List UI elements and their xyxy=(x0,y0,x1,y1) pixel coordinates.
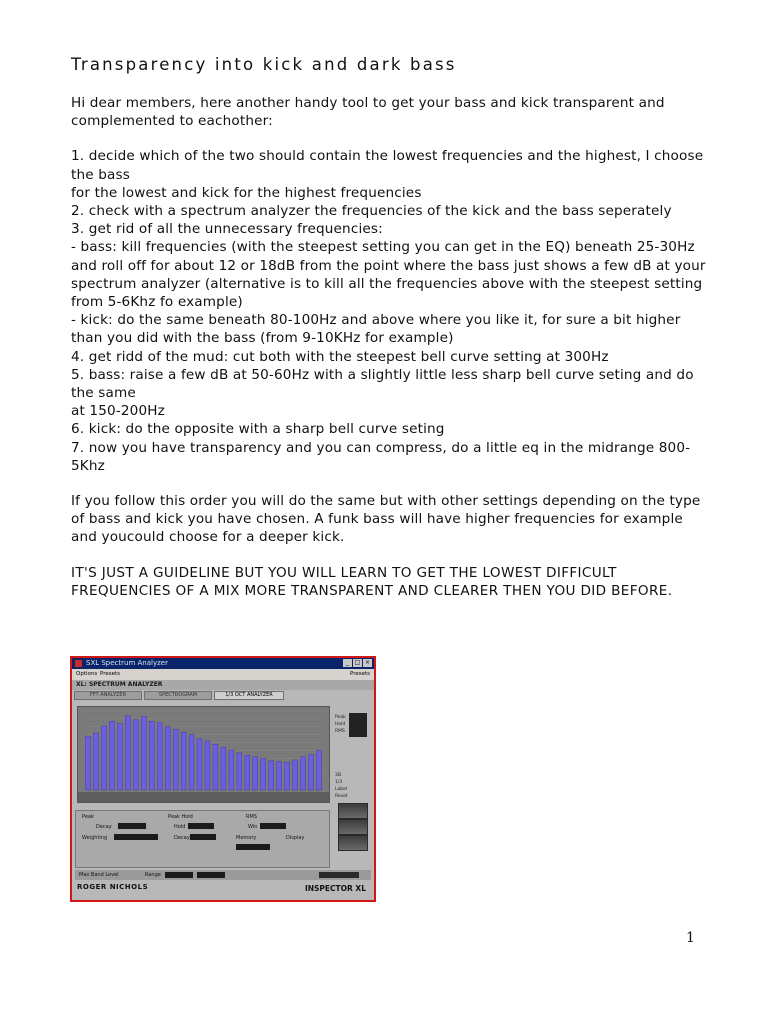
spectrum-bar xyxy=(141,717,146,790)
spectrum-bar xyxy=(269,761,274,790)
guideline-text: IT'S JUST A GUIDELINE BUT YOU WILL LEARN TO GET THE LOWEST DIFFICULT FREQUENCIES OF A MIX MORE TRANSPARENT AND CLEARER THEN YOU DID BEFORE. xyxy=(71,564,673,599)
decay-display xyxy=(118,823,146,829)
spectrum-bar xyxy=(253,757,258,790)
peak-checkbox-label: Peak xyxy=(82,814,94,820)
spectrum-bar xyxy=(317,751,322,791)
spectrum-bar xyxy=(261,758,266,790)
minimize-icon: _ xyxy=(343,659,352,667)
side-label: 3D xyxy=(335,773,342,778)
spectrum-bar xyxy=(205,741,210,790)
meter-swatch xyxy=(338,835,368,851)
spectrum-bar xyxy=(165,727,170,790)
roger-nichols-logo: ROGER NICHOLS xyxy=(77,883,149,891)
panel-title: XL: SPECTRUM ANALYZER xyxy=(76,681,163,688)
maximize-icon: □ xyxy=(354,659,361,666)
spectrum-bar xyxy=(189,735,194,790)
hold-label: Hold xyxy=(174,824,186,830)
side-label: Label xyxy=(335,787,348,792)
side-label: RMS xyxy=(335,729,345,734)
tab-fft-analyzer: FFT ANALYZER xyxy=(74,691,142,700)
side-label: Reset xyxy=(335,794,348,799)
step-line: 1. decide which of the two should contain the lowest frequencies and the highest, I choose the bass xyxy=(71,148,704,183)
spectrum-bar xyxy=(181,732,186,790)
spectrum-bar xyxy=(229,751,234,791)
controls-area xyxy=(75,810,330,868)
followup-paragraph xyxy=(71,492,711,547)
spectrum-bar xyxy=(101,726,106,790)
spectrum-bar xyxy=(237,753,242,790)
side-label: 1/3 xyxy=(335,780,343,785)
spectrum-bar xyxy=(309,754,314,790)
spectrum-analyzer-screenshot xyxy=(70,656,376,902)
side-label: Hold xyxy=(335,722,346,727)
spectrum-bar xyxy=(173,729,178,790)
window-title: SXL Spectrum Analyzer xyxy=(86,659,168,667)
spectrum-bar xyxy=(285,762,290,790)
threshold-display xyxy=(319,872,359,878)
bottom-control-bar xyxy=(75,870,371,880)
frequency-axis-strip xyxy=(78,792,329,802)
range-min-display xyxy=(165,872,193,878)
win-display xyxy=(260,823,286,829)
rms-label: RMS xyxy=(246,814,257,820)
win-label: Win xyxy=(248,824,258,830)
document-body xyxy=(71,94,711,617)
spectrum-bar xyxy=(133,720,138,790)
spectrum-bar xyxy=(86,736,91,790)
decay2-display xyxy=(190,834,216,840)
menu-presets: Presets xyxy=(100,671,121,677)
document-title: Transparency into kick and dark bass xyxy=(71,55,457,74)
weighting-display xyxy=(114,834,158,840)
step-line: 7. now you have transparency and you can compress, do a little eq in the midrange 800-5Khz xyxy=(71,439,691,474)
memory-label: Memory xyxy=(236,835,257,841)
menu-bar xyxy=(72,669,374,680)
menu-presets-right: Presets xyxy=(349,671,370,677)
spectrum-bar xyxy=(157,723,162,790)
spectrum-bar xyxy=(149,721,154,790)
side-label: Peak xyxy=(335,715,346,720)
spectrum-bar xyxy=(125,716,130,790)
guideline-paragraph xyxy=(71,564,711,600)
spectrum-bar xyxy=(197,739,202,790)
decay2-label: Decay xyxy=(174,835,190,841)
peak-hold-label: Peak Hold xyxy=(168,814,193,820)
tab-spectrogram: SPECTROGRAM xyxy=(144,691,212,700)
page-number: 1 xyxy=(686,930,695,946)
steps-list xyxy=(71,147,711,475)
spectrum-bar xyxy=(301,757,306,790)
followup-text: If you follow this order you will do the same but with other settings depending on the type of bass and kick you have chosen. A funk bass will have higher frequencies for example and youcould choose for a deeper kick. xyxy=(71,493,701,546)
range-max-display xyxy=(197,872,225,878)
spectrum-bars xyxy=(78,707,329,802)
inspector-xl-logo: INSPECTOR XL xyxy=(304,884,366,893)
memory-display xyxy=(236,844,270,850)
app-icon xyxy=(75,660,82,667)
analyzer-tabs xyxy=(74,691,372,700)
weighting-label: Weighting xyxy=(82,835,108,841)
decay-label: Decay xyxy=(96,824,112,830)
meter-swatch xyxy=(338,803,368,819)
spectrum-bar xyxy=(293,760,298,790)
display-options-panel xyxy=(335,713,369,863)
display-label: Display xyxy=(286,835,305,841)
window-titlebar xyxy=(72,658,374,669)
step-line: at 150-200Hz xyxy=(71,403,165,420)
spectrum-bar xyxy=(277,762,282,790)
spectrum-bar xyxy=(245,755,250,790)
step-line: 3. get rid of all the unnecessary frequencies: xyxy=(71,221,383,238)
color-grid xyxy=(349,713,367,737)
step-line: 2. check with a spectrum analyzer the frequencies of the kick and the bass seperately xyxy=(71,203,672,220)
step-line: 4. get ridd of the mud: cut both with the steepest bell curve setting at 300Hz xyxy=(71,348,609,365)
close-icon: × xyxy=(364,659,371,666)
max-band-level-label: Max Band Level xyxy=(79,872,119,878)
step-line: - bass: kill frequencies (with the steepest setting you can get in the EQ) beneath 25-30Hz and roll off for about 12 or 18dB from the point where the bass just shows a few dB at your spectrum analyzer (alternative is to kill all the frequencies above with the steepest setting from 5-6Khz fo example) xyxy=(71,239,706,311)
step-line: for the lowest and kick for the highest frequencies xyxy=(71,184,422,201)
intro-text: Hi dear members, here another handy tool to get your bass and kick transparent and complemented to eachother: xyxy=(71,95,665,130)
meter-swatch xyxy=(338,819,368,835)
intro-paragraph xyxy=(71,94,711,130)
spectrum-plot xyxy=(77,706,330,803)
tab-third-octave-analyzer: 1/3 OCT ANALYZER xyxy=(214,691,284,700)
range-label: Range xyxy=(145,872,161,878)
menu-options: Options xyxy=(76,671,98,677)
spectrum-bar xyxy=(221,747,226,790)
spectrum-bar xyxy=(213,744,218,790)
hold-display xyxy=(188,823,214,829)
step-line: - kick: do the same beneath 80-100Hz and above where you like it, for sure a bit higher than you did with the bass (from 9-10KHz for example) xyxy=(71,312,681,347)
spectrum-bar xyxy=(117,724,122,790)
spectrum-bar xyxy=(109,721,114,790)
step-line: 5. bass: raise a few dB at 50-60Hz with a slightly little less sharp bell curve seting and do the same xyxy=(71,366,694,402)
window-controls xyxy=(343,659,372,667)
step-line: 6. kick: do the opposite with a sharp bell curve seting xyxy=(71,421,445,438)
spectrum-bar xyxy=(93,733,98,790)
panel-title-bar xyxy=(72,680,374,690)
